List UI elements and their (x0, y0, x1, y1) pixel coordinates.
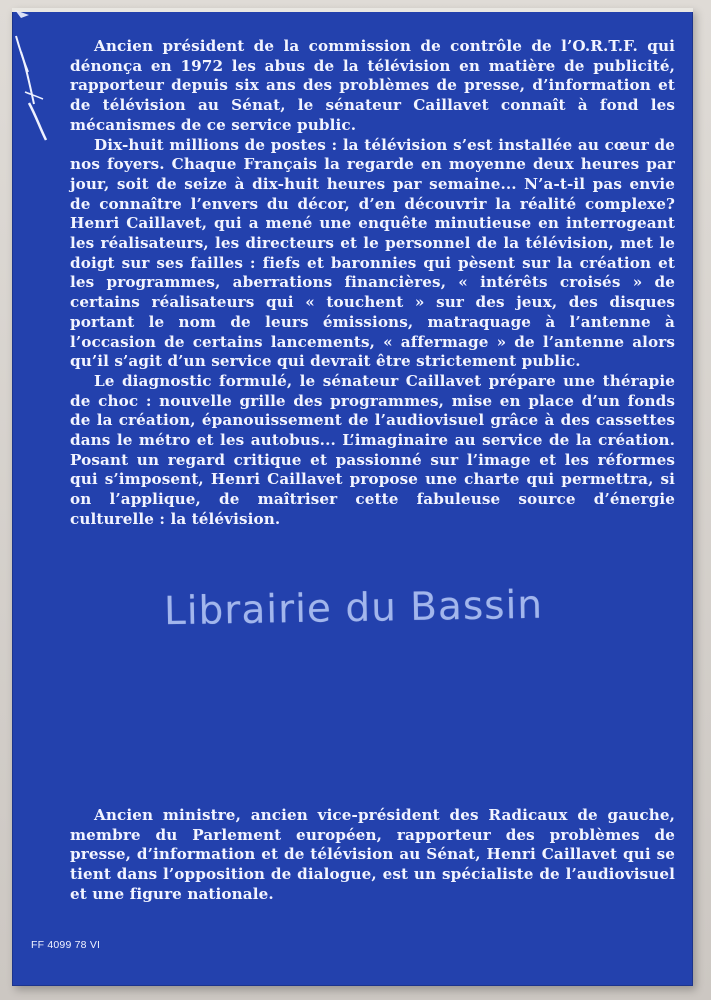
description-paragraph-1: Ancien président de la commission de contrôle de l’O.R.T.F. qui dénonça en 1972 les abus de la télévision en matière de publicité, rapporteur depuis six ans des problèmes de presse, d’information et de télévision au Sénat, le sénateur Caillavet connaît à fond les mécanismes de ce service public. (70, 37, 675, 134)
description-paragraph-3: Le diagnostic formulé, le sénateur Caillavet prépare une thérapie de choc : nouvelle grille des programmes, mise en place d’un fonds de la création, épanouissement de l’audiovisuel grâce à des cassettes dans le métro et les autobus... L’imaginaire au service de la création. Posant un regard critique et passionné sur l’image et les réformes qui s’imposent, Henri Caillavet propose une charte qui permettra, si on l’applique, de maîtriser cette fabuleuse source d’énergie culturelle : la télévision. (70, 371, 675, 528)
catalog-code: FF 4099 78 VI (31, 939, 101, 951)
cover-top-edge (12, 8, 693, 12)
book-back-cover (12, 8, 693, 986)
bookseller-watermark: Librairie du Bassin (163, 582, 544, 635)
description-paragraph-2: Dix-huit millions de postes : la télévision s’est installée au cœur de nos foyers. Chaque Français la regarde en moyenne deux heures par jour, soit de seize à dix-huit heures par semaine... N’a-t-il pas envie de connaître l’envers du décor, d’en découvrir la réalité complexe? Henri Caillavet, qui a mené une enquête minutieuse en interrogeant les réalisateurs, les directeurs et le personnel de la télévision, met le doigt sur ses failles : fiefs et baronnies qui pèsent sur la création et les programmes, aberrations financières, « intérêts croisés » de certains réalisateurs qui « touchent » sur des jeux, des disques portant le nom de leurs émissions, matraquage à l’antenne à l’occasion de certains lancements, « affermage » de l’antenne alors qu’il s’agit d’un service qui devrait être strictement public. (70, 135, 675, 371)
author-biography-text: Ancien ministre, ancien vice-président des Radicaux de gauche, membre du Parlement européen, rapporteur des problèmes de presse, d’information et de télévision au Sénat, Henri Caillavet qui se tient dans l’opposition de dialogue, est un spécialiste de l’audiovisuel et une figure nationale. (70, 806, 675, 903)
back-cover-description (70, 37, 675, 530)
author-biography (70, 806, 675, 905)
